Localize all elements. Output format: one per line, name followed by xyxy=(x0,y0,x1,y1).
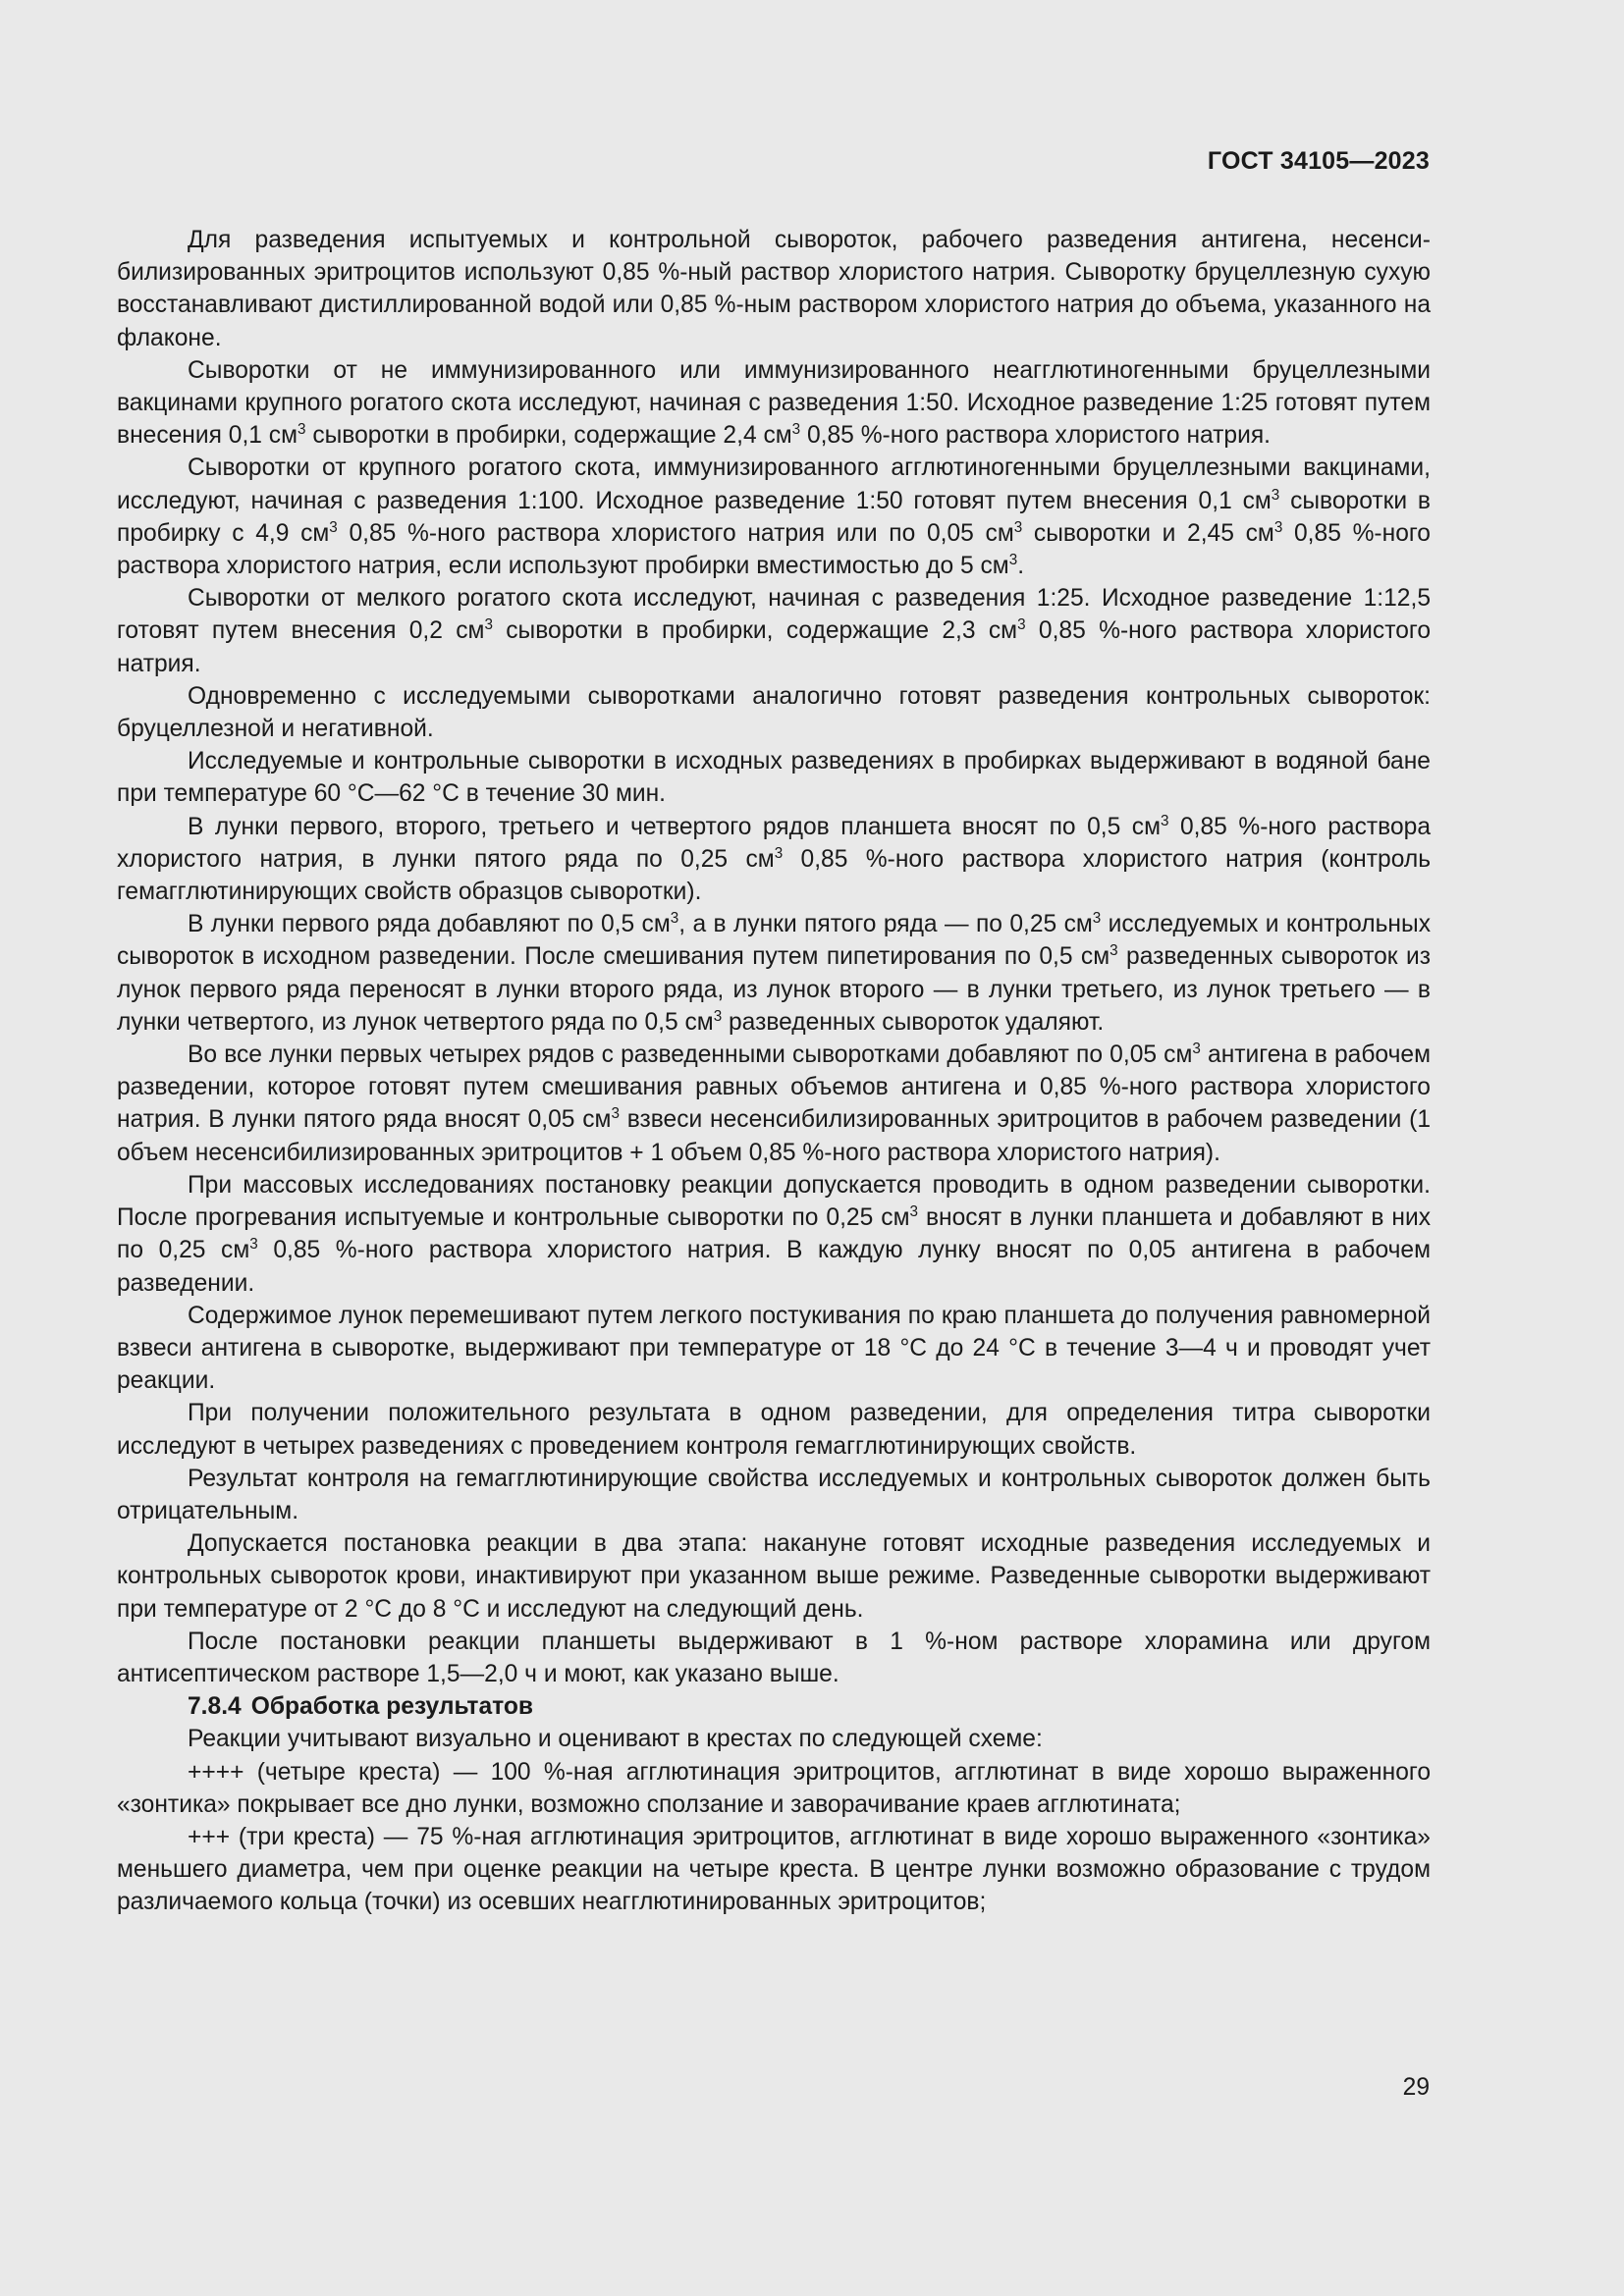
paragraph: Содержимое лунок перемешивают путем легкого постукивания по краю планшета до получения равномерной взвеси антигена в сыворотке, выдерживают при температуре от 18 °C до 24 °C в течение 3—4 ч и проводят учет реакции. xyxy=(117,1302,1431,1395)
paragraph: ++++ (четыре креста) — 100 %-ная агглютинация эритроцитов, агглютинат в виде хорошо выраженного «зонтика» покрывает все дно лунки, возможно сползание и заворачивание краев агглютината; xyxy=(117,1758,1431,1818)
document-body xyxy=(117,224,1431,1919)
document-header-id: ГОСТ 34105—2023 xyxy=(1207,147,1430,175)
page-number: 29 xyxy=(1402,2074,1430,2101)
paragraph: При массовых исследованиях постановку реакции допускается проводить в одном разведении сыворотки. После прогревания испытуемые и контрольные сыворотки по 0,25 $см^3$ вносят в лунки планшета и добавляют в них по 0,25 $см^3$ 0,85 %-ного раствора хлористого натрия. В каждую лунку вносят по 0,05 антигена в рабочем разведении. xyxy=(117,1171,1431,1297)
paragraph: Реакции учитывают визуально и оценивают в крестах по следующей схеме: xyxy=(188,1726,1043,1753)
paragraph: Сыворотки от мелкого рогатого скота исследуют, начиная с разведения 1:25. Исходное разведение 1:12,5 готовят путем внесения 0,2 $см^3$ сыворотки в пробирки, содержащие 2,3 $см^3$ 0,85 %-ного раствора хлористого натрия. xyxy=(117,585,1431,677)
section-title: Обработка результатов xyxy=(250,1693,534,1721)
section-heading xyxy=(117,1690,1431,1723)
paragraph: После постановки реакции планшеты выдерживают в 1 %-ном растворе хлорамина или другом антисептическом растворе 1,5—2,0 ч и моют, как указано выше. xyxy=(117,1628,1431,1687)
paragraph: Сыворотки от не иммунизированного или иммунизированного неагглютиногенными бруцеллезными вакцинами крупного рогатого скота исследуют, начиная с разведения 1:50. Исходное разведение 1:25 готовят путем внесения 0,1 $см^3$ сыворотки в пробирки, содержащие 2,4 $см^3$ 0,85 %-ного раствора хлористого натрия. xyxy=(117,356,1431,450)
paragraph: В лунки первого, второго, третьего и четвертого рядов планшета вносят по 0,5 $см^3$ 0,85 %-ного раствора хлористого натрия, в лунки пятого ряда по 0,25 $см^3$ 0,85 %-ного раствора хлористого натрия (контроль гемагглютинирующих свойств образцов сыворотки). xyxy=(117,812,1432,906)
paragraphs-before-section xyxy=(117,224,1431,1690)
paragraph: +++ (три креста) — 75 %-ная агглютинация эритроцитов, агглютинат в виде хорошо выраженного «зонтика» меньшего диаметра, чем при оценке реакции на четыре креста. В центре лунки возможно образование с трудом различаемого кольца (точки) из осевших неагглютинированных эритроцитов; xyxy=(117,1823,1431,1916)
paragraph: Для разведения испытуемых и контрольной сывороток, рабочего разведения антигена, несенсибилизированных эритроцитов используют 0,85 %-ный раствор хлористого натрия. Сыворотку бруцеллезную сухую восстанавливают дистиллированной водой или 0,85 %-ным раствором хлористого натрия до объема, указанного на флаконе. xyxy=(117,227,1431,351)
paragraph: Сыворотки от крупного рогатого скота, иммунизированного агглютиногенными бруцеллезными вакцинами, исследуют, начиная с разведения 1:100. Исходное разведение 1:50 готовят путем внесения 0,1 $см^3$ сыворотки в пробирку с 4,9 $см^3$ 0,85 %-ного раствора хлористого натрия или по 0,05 $см^3$ сыворотки и 2,45 $см^3$ 0,85 %-ного раствора хлористого натрия, если используют пробирки вместимостью до 5 $см^3$. xyxy=(117,454,1431,580)
section-number: 7.8.4 xyxy=(188,1693,242,1721)
paragraphs-after-section xyxy=(117,1723,1431,1918)
paragraph: В лунки первого ряда добавляют по 0,5 $см^3$, а в лунки пятого ряда — по 0,25 $см^3$ исследуемых и контрольных сывороток в исходном разведении. После смешивания путем пипетирования по 0,5 $см^3$ разведенных сывороток из лунок первого ряда переносят в лунки второго ряда, из лунок второго — в лунки третьего, из лунок третьего — в лунки четвертого, из лунок четвертого ряда по 0,5 $см^3$ разведенных сывороток удаляют. xyxy=(117,910,1431,1036)
paragraph: Результат контроля на гемагглютинирующие свойства исследуемых и контрольных сывороток должен быть отрицательным. xyxy=(117,1465,1431,1524)
paragraph: Во все лунки первых четырех рядов с разведенными сыворотками добавляют по 0,05 $см^3$ антигена в рабочем разведении, которое готовят путем смешивания равных объемов антигена и 0,85 %-ного раствора хлористого натрия. В лунки пятого ряда вносят 0,05 $см^3$ взвеси несенсибилизированных эритроцитов в рабочем разведении (1 объем несенсибилизированных эритроцитов + 1 объем 0,85 %-ного раствора хлористого натрия). xyxy=(117,1040,1431,1166)
paragraph: При получении положительного результата в одном разведении, для определения титра сыворотки исследуют в четырех разведениях с проведением контроля гемагглютинирующих свойств. xyxy=(117,1400,1431,1460)
paragraph: Одновременно с исследуемыми сыворотками аналогично готовят разведения контрольных сывороток: бруцеллезной и негативной. xyxy=(117,682,1431,743)
paragraph: Исследуемые и контрольные сыворотки в исходных разведениях в пробирках выдерживают в водяной бане при температуре 60 °C—62 °C в течение 30 мин. xyxy=(117,748,1431,808)
paragraph: Допускается постановка реакции в два этапа: накануне готовят исходные разведения исследуемых и контрольных сывороток крови, инактивируют при указанном выше режиме. Разведенные сыворотки выдерживают при температуре от 2 °C до 8 °C и исследуют на следующий день. xyxy=(117,1530,1431,1623)
